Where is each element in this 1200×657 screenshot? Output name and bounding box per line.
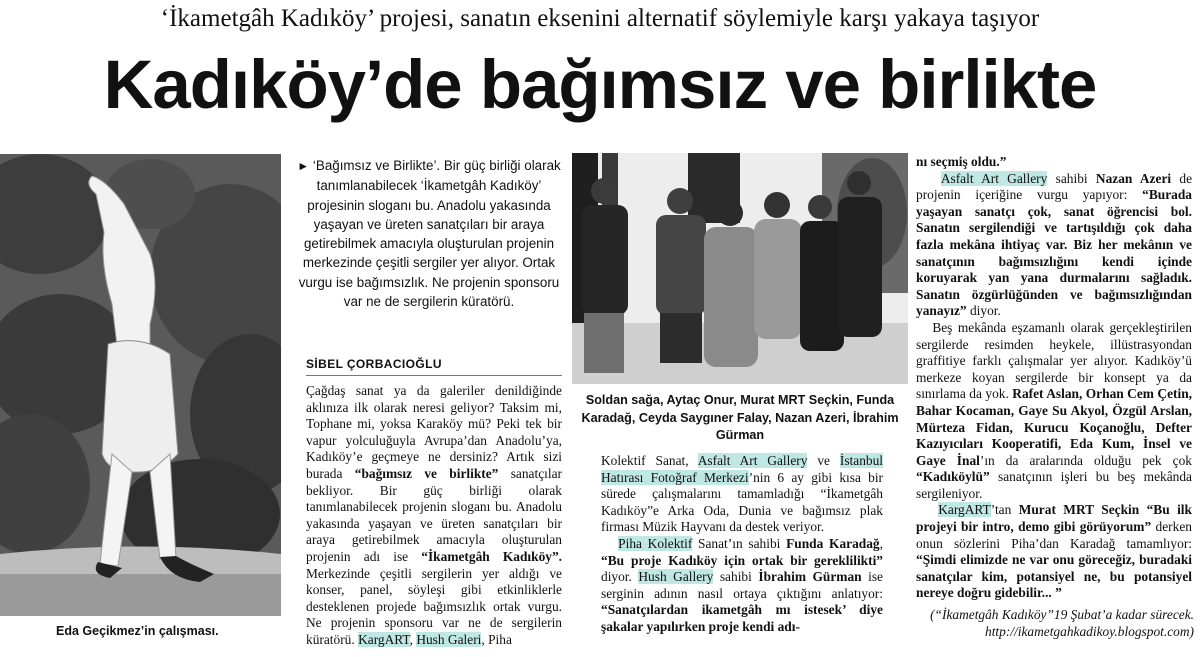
link-kargart-2[interactable]: KargART (938, 502, 991, 518)
link-asfalt-art-gallery-2[interactable]: Asfalt Art Gallery (940, 170, 1048, 186)
col2-text-5: , (879, 535, 883, 551)
col2-text-6: diyor. (601, 569, 632, 585)
col2-text-2: ve (817, 453, 830, 468)
artwork-caption: Eda Geçikmez’in çalışması. (56, 624, 219, 638)
article-column-3 (916, 154, 1192, 602)
col3-bold-1: Nazan Azeri (1095, 170, 1172, 186)
col3-bold-4: “Kadıköylü” (916, 469, 990, 485)
byline-divider (306, 375, 562, 376)
group-photo (572, 153, 908, 384)
col3-bold-3: Rafet Aslan, Orhan Cem Çetin, Bahar Kocaman, Gaye Su Akyol, Özgül Arslan, Mürteza Fidan, Kurucu Koçanoğlu, Defter Kazıyıcıları Kooperatifi, Eda Kum, İnsel ve Gaye İnal (916, 386, 1192, 468)
artwork-illustration (0, 154, 281, 616)
link-hush-gallery[interactable]: Hush Gallery (638, 569, 714, 585)
col3-text-5: ’ın da aralarında olduğu pek çok (979, 452, 1193, 468)
col2-text-7: sahibi (719, 569, 752, 585)
headline: Kadıköy’de bağımsız ve birlikte (103, 46, 1097, 123)
col1-bold-1: “bağımsız ve birlikte” (354, 465, 499, 481)
col1-text-1: Çağdaş sanat ya da galeriler denildiğinde aklınıza ilk olarak neresi geliyor? Taksim mi, Tophane mi, yoksa Karaköy mü? Peki tek bir vapur yolculuğuyla Avrupa’dan Anadolu’ya, Kadıköy’e geçmeye ne dersiniz? Artık sizi burada (306, 383, 562, 481)
sign-off: (“İkametgâh Kadıköy”19 Şubat’a kadar sürecek. http://ikametgahkadikoy.blogspot.com) (930, 607, 1194, 639)
byline: SİBEL ÇORBACIOĞLU (306, 357, 442, 371)
col1-text-2: sanatçılar bekliyor. Bir güç birliği olarak tanımlanabilecek projenin sloganı bu. Anadolu yakasında yaşayan ve üreten sanatçıları bir araya getirebilmek amacıyla oluşturulan projenin adı ise (306, 465, 562, 564)
col1-text-4: , Piha (481, 631, 512, 647)
link-hush-galeri[interactable]: Hush Galeri (416, 631, 482, 647)
col1-separator: , (409, 631, 413, 647)
col2-bold-2: “Bu proje Kadıköy için ortak bir gereklilikti” (601, 552, 883, 568)
col3-text-4: Beş mekânda eşzamanlı olarak gerçekleştirilen sergilerde resimden heykele, illüstrasyondan graffitiye farklı çalışmalar yer alıyor. Kadıköy’ü merkeze koyan sergilerde bir konsept ya da sınırlama da yok. (916, 319, 1192, 402)
col3-bold-2: “Burada yaşayan sanatçı çok, sanat öğrencisi bol. Sanatın sergilendiği ve tartışıldığı çok daha fazla mekâna ihtiyaç var. Biz her mekânın ve sanatçının bağımsızlığını kendi içinde koruyarak yan yana durmalarını sağladık. Sanatın özgürlüğünden ve bağımsızlığından yanayız” (916, 187, 1192, 319)
link-istanbul-hatirasi[interactable]: İstanbul Hatırası Fotoğraf Merkezi (601, 453, 883, 485)
photo-caption: Soldan sağa, Aytaç Onur, Murat MRT Seçkin, Funda Karadağ, Ceyda Saygıner Falay, Nazan Azeri, İbrahim Gürman (581, 393, 899, 442)
link-piha-kolektif[interactable]: Piha Kolektif (618, 535, 693, 551)
triangle-icon: ► (297, 159, 310, 173)
col2-bold-4: “Sanatçılardan ikametgâh mı istesek’ diye şakalar yapılırken proje kendi adı- (601, 602, 883, 634)
col2-text-1: Kolektif Sanat, (601, 453, 689, 468)
article-column-1 (306, 383, 562, 649)
col3-bold-0: nı seçmiş oldu.” (916, 154, 1007, 169)
col3-text-8: derken onun sözlerini Piha’dan Karadağ tamamlıyor: (916, 519, 1192, 551)
lead-paragraph (296, 156, 562, 311)
article-column-2 (601, 453, 883, 636)
col3-bold-7: “Şimdi elimizde ne var onu göreceğiz, buradaki sanatçılar kim, potansiyel ne, bu potansiyel nereye doğru gidebilir... ” (916, 552, 1192, 601)
col2-text-8: ise serginin adının nasıl ortaya çıktığını anlatıyor: (601, 569, 883, 601)
col1-bold-2: “İkametgâh Kadıköy”. (421, 548, 562, 564)
col2-bold-3: İbrahim Gürman (758, 569, 862, 585)
link-asfalt-art-gallery[interactable]: Asfalt Art Gallery (697, 453, 808, 468)
col3-text-7: ’tan (990, 502, 1012, 518)
link-kargart[interactable]: KargART (358, 631, 410, 647)
col3-text-1: sahibi (1055, 170, 1088, 186)
col3-bold-6: “Bu ilk projeyi bir intro, demo gibi görüyorum” (916, 502, 1192, 535)
col1-text-3: Merkezinde çeşitli sergilerin yer aldığı ve konser, panel, söyleşi gibi etkinliklerle desteklenen projede bağımsızlık ortak vurgu. Ne projenin sponsoru var ne de sergilerin küratörü. (306, 565, 562, 647)
col2-text-4: Sanat’ın sahibi (698, 535, 781, 551)
col3-text-3: diyor. (969, 303, 1001, 319)
group-photo-illustration (572, 153, 908, 384)
col3-bold-5: Murat MRT Seçkin (1018, 502, 1140, 518)
col3-text-2: de projenin içeriğine vurgu yapıyor: (916, 170, 1193, 203)
lead-text: ‘Bağımsız ve Birlikte’. Bir güç birliği olarak tanımlanabilecek ‘İkametgâh Kadıköy’ projesinin sloganı bu. Anadolu yakasında yaşayan ve üreten sanatçıları bir araya getirebilmek amacıyla oluşturulan projenin merkezinde çeşitli sergiler yer alıyor. Ortak vurgu ise bağımsızlık. Ne projenin sponsoru var ne de sergilerin küratörü. (298, 158, 561, 310)
col2-text-3: ’nin 6 ay gibi kısa bir sürede çalışmalarını tamamladığı “İkametgâh Kadıköy”e Arka Oda, Dunia ve bağımsız plak firması Müzik Hayvanı da destek veriyor. (601, 469, 884, 535)
col2-bold-1: Funda Karadağ (786, 535, 880, 551)
artwork-image (0, 154, 281, 616)
col3-text-6: sanatçının işleri bu beş mekânda sergileniyor. (916, 469, 1192, 501)
kicker: ‘İkametgâh Kadıköy’ projesi, sanatın eksenini alternatif söylemiyle karşı yakaya taşıyor (160, 5, 1040, 32)
